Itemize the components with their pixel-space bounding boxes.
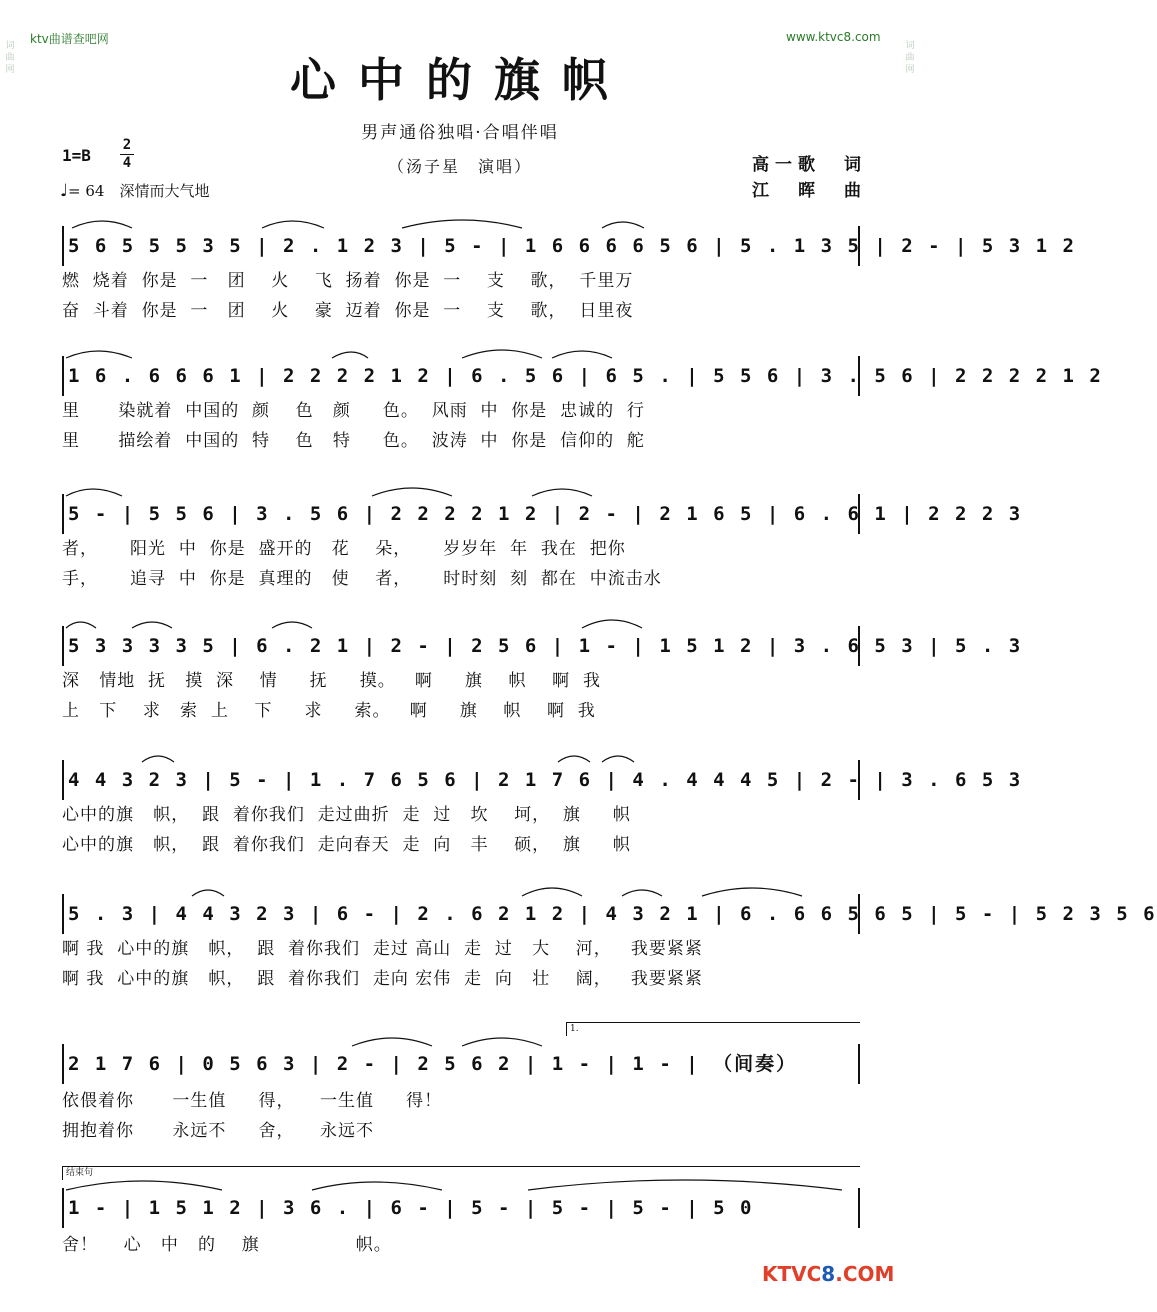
lyric-verse-1: 者， 阳光 中 你是 盛开的 花 朵， 岁岁年 年 我在 把你 [62,539,626,559]
tempo-text: = 64 深情而大气地 [68,182,210,200]
notation-line: 5 - | 5 5 6 | 3 . 5 6 | 2 2 2 2 1 2 | 2 - | 2 1 6 5 | 6 . 6 1 | 2 2 2 3 [62,494,860,534]
notation-line: 1 6 . 6 6 6 1 | 2 2 2 2 1 2 | 6 . 5 6 | 6 5 . | 5 5 6 | 3 . 5 6 | 2 2 2 2 1 2 [62,356,860,396]
side-watermark-left: 词曲网 [5,41,15,75]
composer: 江 晖 曲 [752,181,867,201]
tempo-marking [60,180,209,201]
site-url-right: www.ktvc8.com [786,30,881,44]
notation-line: 1 - | 1 5 1 2 | 3 6 . | 6 - | 5 - | 5 - | 5 - | 5 0 [62,1188,860,1228]
lyric-verse-2: 拥抱着你 永远不 舍， 永远不 [62,1121,375,1141]
time-signature [120,138,134,171]
notation-line: 2 1 7 6 | 0 5 6 3 | 2 - | 2 5 6 2 | 1 - | 1 - | （间奏） [62,1044,860,1084]
quarter-note-icon: ♩ [60,181,69,201]
notation-line: 5 3 3 3 3 5 | 6 . 2 1 | 2 - | 2 5 6 | 1 - | 1 5 1 2 | 3 . 6 5 3 | 5 . 3 [62,626,860,666]
lyric-verse-2: 里 描绘着 中国的 特 色 特 色。 波涛 中 你是 信仰的 舵 [62,431,645,451]
time-sig-bottom: 4 [122,155,132,171]
lyric-verse-1: 啊 我 心中的旗 帜， 跟 着你我们 走过 高山 走 过 大 河， 我要紧紧 [62,939,703,959]
lyric-verse-2: 啊 我 心中的旗 帜， 跟 着你我们 走向 宏伟 走 向 壮 阔， 我要紧紧 [62,969,703,989]
notation-line: 5 . 3 | 4 4 3 2 3 | 6 - | 2 . 6 2 1 2 | 4 3 2 1 | 6 . 6 6 5 6 5 | 5 - | 5 2 3 5 6 [62,894,860,934]
volta-bracket: 1. [566,1022,860,1036]
song-title: 心中的旗帜 [290,53,630,107]
lyric-verse-1: 深 情地 抚 摸 深 情 抚 摸。 啊 旗 帜 啊 我 [62,671,601,691]
lyric-verse-1: 里 染就着 中国的 颜 色 颜 色。 风雨 中 你是 忠诚的 行 [62,401,645,421]
site-name-left: ktv曲谱查吧网 [30,32,109,46]
lyric-verse-1: 燃 烧着 你是 一 团 火 飞 扬着 你是 一 支 歌， 千里万 [62,271,634,291]
lyricist: 高一歌 词 [752,155,867,175]
lyric-verse-1: 依偎着你 一生值 得， 一生值 得！ [62,1091,443,1111]
song-subtitle: 男声通俗独唱·合唱伴唱 [361,123,559,143]
credits [752,152,867,204]
time-sig-top: 2 [122,137,132,153]
lyric-verse-2: 手， 追寻 中 你是 真理的 使 者， 时时刻 刻 都在 中流击水 [62,569,662,589]
lyric-verse-2: 奋 斗着 你是 一 团 火 豪 迈着 你是 一 支 歌， 日里夜 [62,301,634,321]
key-signature: 1=B [62,146,91,165]
watermark-logo: KTVC8.COM [762,1262,895,1286]
lyric-verse-2: 上 下 求 索 上 下 求 索。 啊 旗 帜 啊 我 [62,701,596,721]
performer: （汤子星 演唱） [387,157,532,176]
side-watermark-right: 词曲网 [905,41,915,75]
lyric-verse-2: 心中的旗 帜， 跟 着你我们 走向春天 走 向 丰 硕， 旗 帜 [62,835,631,855]
ending-bracket: 结束句 [62,1166,860,1180]
lyric-verse-1: 舍！ 心 中 的 旗 帜。 [62,1235,392,1255]
notation-line: 5 6 5 5 5 3 5 | 2 . 1 2 3 | 5 - | 1 6 6 6 6 5 6 | 5 . 1 3 5 | 2 - | 5 3 1 2 [62,226,860,266]
lyric-verse-1: 心中的旗 帜， 跟 着你我们 走过曲折 走 过 坎 坷， 旗 帜 [62,805,631,825]
notation-line: 4 4 3 2 3 | 5 - | 1 . 7 6 5 6 | 2 1 7 6 | 4 . 4 4 4 5 | 2 - | 3 . 6 5 3 [62,760,860,800]
